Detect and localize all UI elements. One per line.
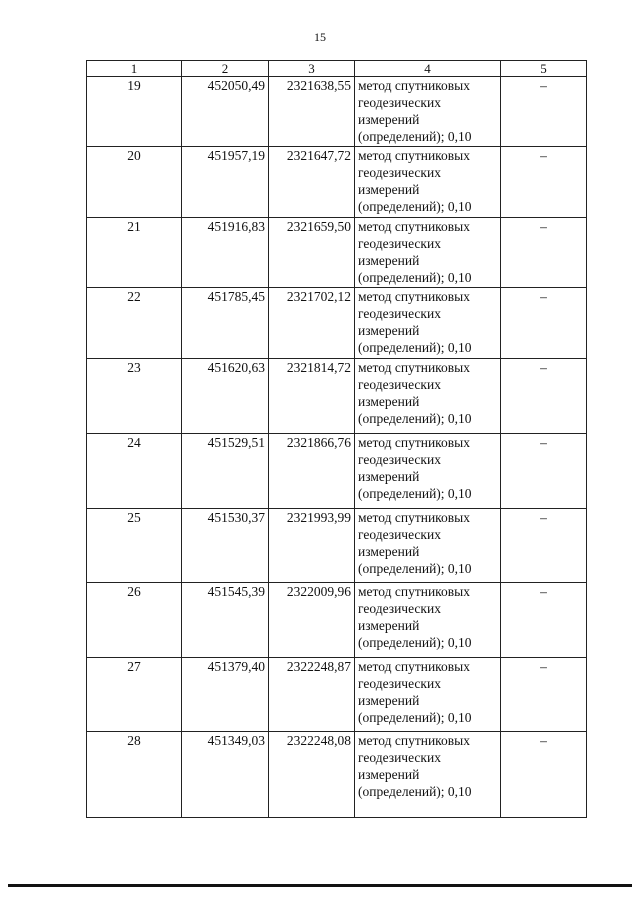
method-line: (определений); 0,10 bbox=[358, 486, 472, 501]
coordinates-table bbox=[86, 60, 587, 818]
header-col-5: 5 bbox=[501, 61, 587, 77]
table-row bbox=[87, 509, 587, 583]
x-coordinate-cell: 451349,03 bbox=[182, 732, 269, 818]
y-coordinate-cell: 2321814,72 bbox=[269, 359, 355, 434]
method-line: измерений bbox=[358, 182, 420, 197]
point-number-cell: 19 bbox=[87, 77, 182, 147]
method-line: измерений bbox=[358, 323, 420, 338]
table-row bbox=[87, 77, 587, 147]
header-row bbox=[87, 61, 587, 77]
method-line: геодезических bbox=[358, 601, 441, 616]
method-line: геодезических bbox=[358, 236, 441, 251]
method-cell bbox=[355, 77, 501, 147]
method-line: измерений bbox=[358, 618, 420, 633]
y-coordinate-cell: 2321659,50 bbox=[269, 218, 355, 288]
method-cell bbox=[355, 434, 501, 509]
x-coordinate-cell: 451529,51 bbox=[182, 434, 269, 509]
method-line: измерений bbox=[358, 112, 420, 127]
table-row bbox=[87, 218, 587, 288]
point-number-cell: 24 bbox=[87, 434, 182, 509]
method-line: метод спутниковых bbox=[358, 659, 470, 674]
note-cell: – bbox=[501, 732, 587, 818]
header-col-4: 4 bbox=[355, 61, 501, 77]
y-coordinate-cell: 2321993,99 bbox=[269, 509, 355, 583]
x-coordinate-cell: 451916,83 bbox=[182, 218, 269, 288]
y-coordinate-cell: 2321638,55 bbox=[269, 77, 355, 147]
method-cell bbox=[355, 732, 501, 818]
x-coordinate-cell: 452050,49 bbox=[182, 77, 269, 147]
method-line: измерений bbox=[358, 253, 420, 268]
note-cell: – bbox=[501, 434, 587, 509]
method-line: геодезических bbox=[358, 306, 441, 321]
table-body bbox=[87, 77, 587, 818]
method-line: метод спутниковых bbox=[358, 435, 470, 450]
table-row bbox=[87, 288, 587, 359]
x-coordinate-cell: 451379,40 bbox=[182, 658, 269, 732]
method-line: геодезических bbox=[358, 95, 441, 110]
method-line: измерений bbox=[358, 469, 420, 484]
method-line: (определений); 0,10 bbox=[358, 784, 472, 799]
method-line: (определений); 0,10 bbox=[358, 411, 472, 426]
point-number-cell: 25 bbox=[87, 509, 182, 583]
method-line: метод спутниковых bbox=[358, 584, 470, 599]
method-line: измерений bbox=[358, 767, 420, 782]
method-line: (определений); 0,10 bbox=[358, 710, 472, 725]
note-cell: – bbox=[501, 288, 587, 359]
method-line: геодезических bbox=[358, 527, 441, 542]
method-cell bbox=[355, 218, 501, 288]
table-header bbox=[87, 61, 587, 77]
method-line: геодезических bbox=[358, 750, 441, 765]
method-line: геодезических bbox=[358, 377, 441, 392]
x-coordinate-cell: 451785,45 bbox=[182, 288, 269, 359]
bottom-rule bbox=[8, 884, 632, 887]
point-number-cell: 26 bbox=[87, 583, 182, 658]
method-line: метод спутниковых bbox=[358, 78, 470, 93]
method-line: (определений); 0,10 bbox=[358, 561, 472, 576]
table-row bbox=[87, 147, 587, 218]
y-coordinate-cell: 2322009,96 bbox=[269, 583, 355, 658]
page-number: 15 bbox=[314, 30, 326, 44]
y-coordinate-cell: 2321647,72 bbox=[269, 147, 355, 218]
method-line: метод спутниковых bbox=[358, 289, 470, 304]
point-number-cell: 28 bbox=[87, 732, 182, 818]
x-coordinate-cell: 451545,39 bbox=[182, 583, 269, 658]
table-row bbox=[87, 359, 587, 434]
table-row bbox=[87, 732, 587, 818]
y-coordinate-cell: 2322248,08 bbox=[269, 732, 355, 818]
method-line: измерений bbox=[358, 693, 420, 708]
method-cell bbox=[355, 658, 501, 732]
method-line: метод спутниковых bbox=[358, 360, 470, 375]
method-line: (определений); 0,10 bbox=[358, 635, 472, 650]
note-cell: – bbox=[501, 359, 587, 434]
table-row bbox=[87, 658, 587, 732]
method-line: измерений bbox=[358, 394, 420, 409]
point-number-cell: 22 bbox=[87, 288, 182, 359]
point-number-cell: 27 bbox=[87, 658, 182, 732]
note-cell: – bbox=[501, 509, 587, 583]
header-col-3: 3 bbox=[269, 61, 355, 77]
method-line: геодезических bbox=[358, 452, 441, 467]
method-cell bbox=[355, 147, 501, 218]
note-cell: – bbox=[501, 218, 587, 288]
table-row bbox=[87, 583, 587, 658]
method-line: метод спутниковых bbox=[358, 510, 470, 525]
method-line: метод спутниковых bbox=[358, 219, 470, 234]
x-coordinate-cell: 451620,63 bbox=[182, 359, 269, 434]
point-number-cell: 21 bbox=[87, 218, 182, 288]
note-cell: – bbox=[501, 77, 587, 147]
method-cell bbox=[355, 509, 501, 583]
note-cell: – bbox=[501, 583, 587, 658]
method-line: геодезических bbox=[358, 676, 441, 691]
method-line: (определений); 0,10 bbox=[358, 340, 472, 355]
method-cell bbox=[355, 359, 501, 434]
method-cell bbox=[355, 583, 501, 658]
table-row bbox=[87, 434, 587, 509]
header-col-2: 2 bbox=[182, 61, 269, 77]
method-line: (определений); 0,10 bbox=[358, 199, 472, 214]
x-coordinate-cell: 451530,37 bbox=[182, 509, 269, 583]
note-cell: – bbox=[501, 658, 587, 732]
method-line: метод спутниковых bbox=[358, 733, 470, 748]
note-cell: – bbox=[501, 147, 587, 218]
point-number-cell: 20 bbox=[87, 147, 182, 218]
method-cell bbox=[355, 288, 501, 359]
y-coordinate-cell: 2321702,12 bbox=[269, 288, 355, 359]
y-coordinate-cell: 2321866,76 bbox=[269, 434, 355, 509]
method-line: (определений); 0,10 bbox=[358, 129, 472, 144]
point-number-cell: 23 bbox=[87, 359, 182, 434]
method-line: (определений); 0,10 bbox=[358, 270, 472, 285]
header-col-1: 1 bbox=[87, 61, 182, 77]
x-coordinate-cell: 451957,19 bbox=[182, 147, 269, 218]
method-line: измерений bbox=[358, 544, 420, 559]
method-line: геодезических bbox=[358, 165, 441, 180]
y-coordinate-cell: 2322248,87 bbox=[269, 658, 355, 732]
method-line: метод спутниковых bbox=[358, 148, 470, 163]
